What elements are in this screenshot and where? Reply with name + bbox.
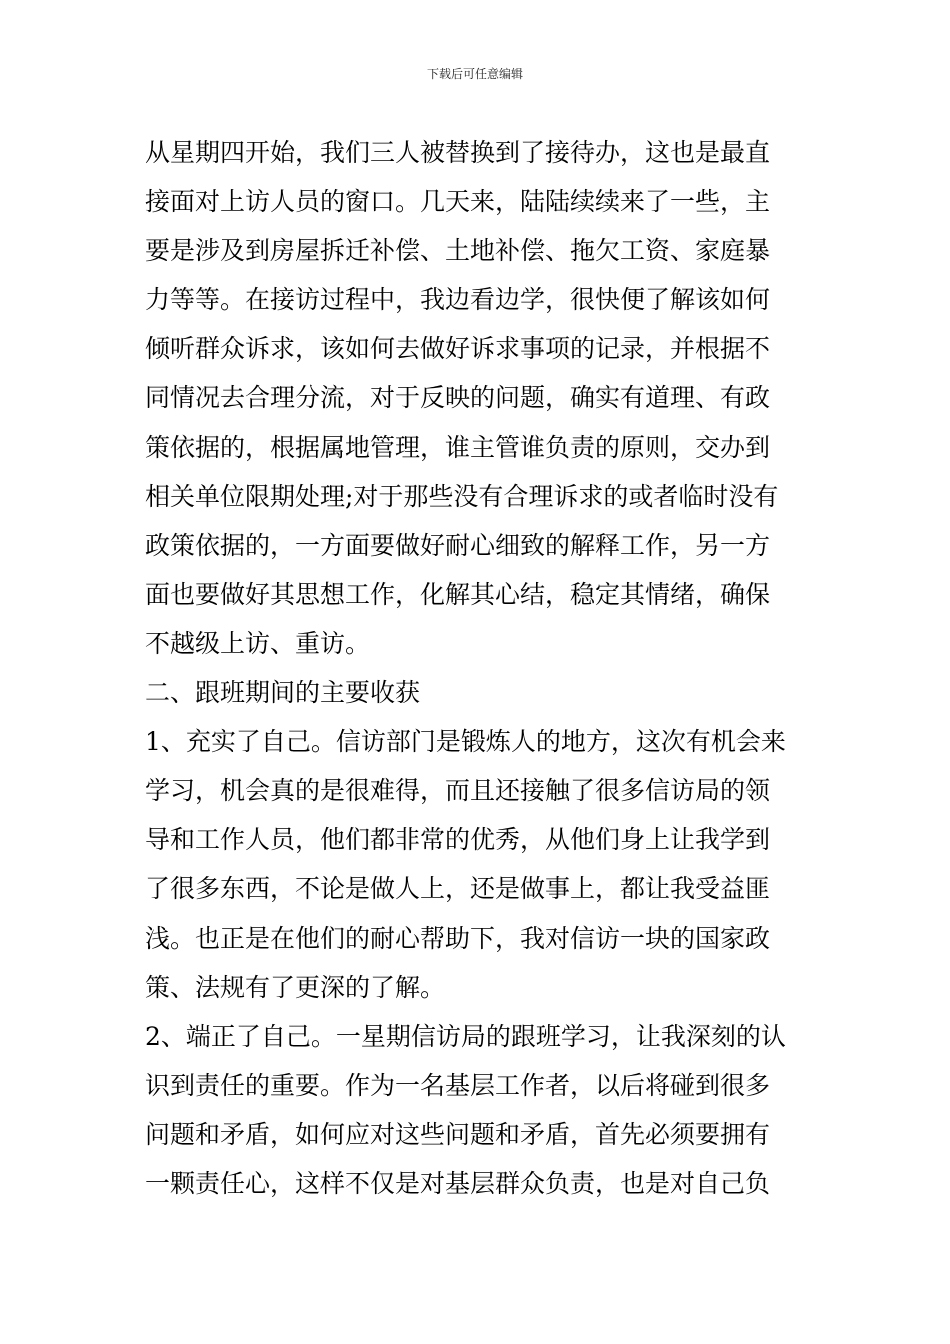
text-line: 力等等。在接访过程中，我边看边学，很快便了解该如何 [145, 285, 771, 315]
text-line: 相关单位限期处理;对于那些没有合理诉求的或者临时没有 [145, 481, 779, 511]
text-line: 了很多东西，不论是做人上，还是做事上，都让我受益匪 [145, 874, 771, 904]
text-line: 策依据的，根据属地管理，谁主管谁负责的原则，交办到 [145, 432, 771, 462]
text-line: 从星期四开始，我们三人被替换到了接待办，这也是最直 [145, 138, 771, 167]
text-line: 策、法规有了更深的了解。 [145, 972, 446, 1002]
text-line: 不越级上访、重访。 [145, 628, 371, 658]
body-text [145, 128, 811, 1208]
text-line: 接面对上访人员的窗口。几天来，陆陆续续来了一些，主 [145, 187, 771, 217]
text-line: 要是涉及到房屋拆迁补偿、土地补偿、拖欠工资、家庭暴 [145, 236, 771, 266]
text-line: 问题和矛盾，如何应对这些问题和矛盾，首先必须要拥有 [145, 1119, 771, 1149]
text-line: 面也要做好其思想工作，化解其心结，稳定其情绪，确保 [145, 579, 771, 609]
text-line: 浅。也正是在他们的耐心帮助下，我对信访一块的国家政 [145, 923, 771, 953]
text-line: 同情况去合理分流，对于反映的问题，确实有道理、有政 [145, 383, 771, 413]
text-line: 一颗责任心，这样不仅是对基层群众负责，也是对自己负 [145, 1168, 771, 1198]
text-line: 2、端正了自己。一星期信访局的跟班学习，让我深刻的认 [145, 1021, 786, 1051]
text-line: 识到责任的重要。作为一名基层工作者，以后将碰到很多 [145, 1070, 771, 1100]
text-line: 1、充实了自己。信访部门是锻炼人的地方，这次有机会来 [145, 727, 786, 757]
text-line: 导和工作人员，他们都非常的优秀，从他们身上让我学到 [145, 825, 771, 855]
text-line: 倾听群众诉求，该如何去做好诉求事项的记录，并根据不 [145, 334, 771, 364]
page-header-note: 下载后可任意编辑 [426, 67, 523, 81]
section-heading: 二、跟班期间的主要收获 [145, 678, 421, 708]
text-line: 学习，机会真的是很难得，而且还接触了很多信访局的领 [145, 776, 771, 806]
text-line: 政策依据的，一方面要做好耐心细致的解释工作，另一方 [145, 530, 771, 560]
